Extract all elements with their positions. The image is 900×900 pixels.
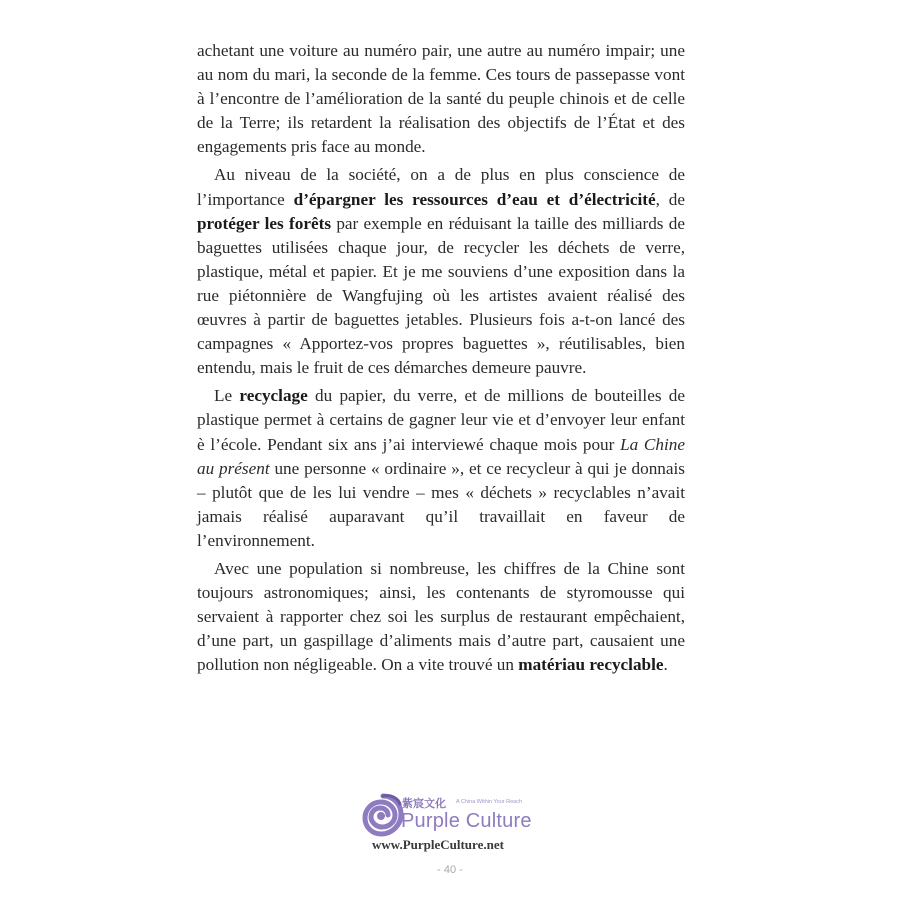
purple-culture-watermark bbox=[362, 792, 552, 862]
bold-phrase-recyclage: recyclage bbox=[239, 386, 308, 406]
text-segment: une personne « ordinaire », et ce recycleur à qui je donnais – plutôt que de les lui vendre – mes « déchets » recyclables n’avait jamais réalisé auparavant qu’il travaillait en faveur de l’environnement. bbox=[197, 458, 685, 550]
bold-phrase-forests: protéger les forêts bbox=[197, 213, 332, 233]
page-number: - 40 - bbox=[437, 864, 463, 876]
text-segment: Avec une population si nombreuse, les chiffres de la Chine sont toujours astronomiques; ainsi, les contenants de styromousse qui servaient à rapporter chez soi les surplus de restaurant empêchaient, d’une part, un gaspillage d’aliments mais d’autre part, causaient une pollution non négligeable. On a vite trouvé un bbox=[197, 558, 685, 675]
text-segment: Le bbox=[214, 386, 240, 406]
paragraph-3 bbox=[197, 384, 685, 553]
body-text bbox=[197, 39, 685, 681]
paragraph-2 bbox=[197, 163, 685, 380]
brand-tagline: A China Within Your Reach bbox=[456, 799, 523, 805]
bold-phrase-materiau: matériau recyclable bbox=[518, 655, 664, 675]
text-segment: par exemple en réduisant la taille des milliards de baguettes utilisées chaque jour, de recycler les déchets de verre, plastique, métal et papier. Et je me souviens d’une exposition dans la rue piétonnière de Wangfujing où les artistes avaient réalisé des œuvres à partir de baguettes jetables. Plusieurs fois a-t-on lancé des campagnes « Apportez-vos propres baguettes », réutilisables, bien entendu, mais le fruit de ces démarches demeure pauvre. bbox=[197, 213, 686, 378]
paragraph-4 bbox=[197, 557, 685, 677]
brand-url: www.PurpleCulture.net bbox=[372, 837, 504, 852]
bold-phrase-water-electricity: d’épargner les ressources d’eau et d’électricité bbox=[293, 189, 656, 209]
text-segment: Au niveau de la société, on a de plus en plus conscience de l’importance bbox=[197, 165, 685, 209]
text-segment: . bbox=[663, 655, 668, 675]
text-segment: du papier, du verre, et de millions de bouteilles de plastique permet à certains de gagner leur vie et d’envoyer leur enfant è l’école. Pendant six ans j’ai interviewé chaque mois pour bbox=[197, 386, 685, 454]
paragraph-1 bbox=[197, 39, 685, 159]
italic-title-la-chine: La Chine au présent bbox=[197, 434, 685, 478]
text-segment: , de bbox=[655, 189, 685, 209]
brand-name: Purple Culture bbox=[401, 810, 532, 832]
purple-rose-logo-icon bbox=[362, 792, 404, 840]
brand-chinese-title: 紫宸文化 bbox=[402, 797, 446, 810]
paragraph-1-text: achetant une voiture au numéro pair, une autre au numéro impair; une au nom du mari, la seconde de la femme. Ces tours de passepasse vont à l’encontre de l’amélioration de la santé du peuple chinois et de celle de la Terre; ils retardent la réalisation des objectifs de l’État et des engagements pris face au monde. bbox=[197, 41, 685, 157]
